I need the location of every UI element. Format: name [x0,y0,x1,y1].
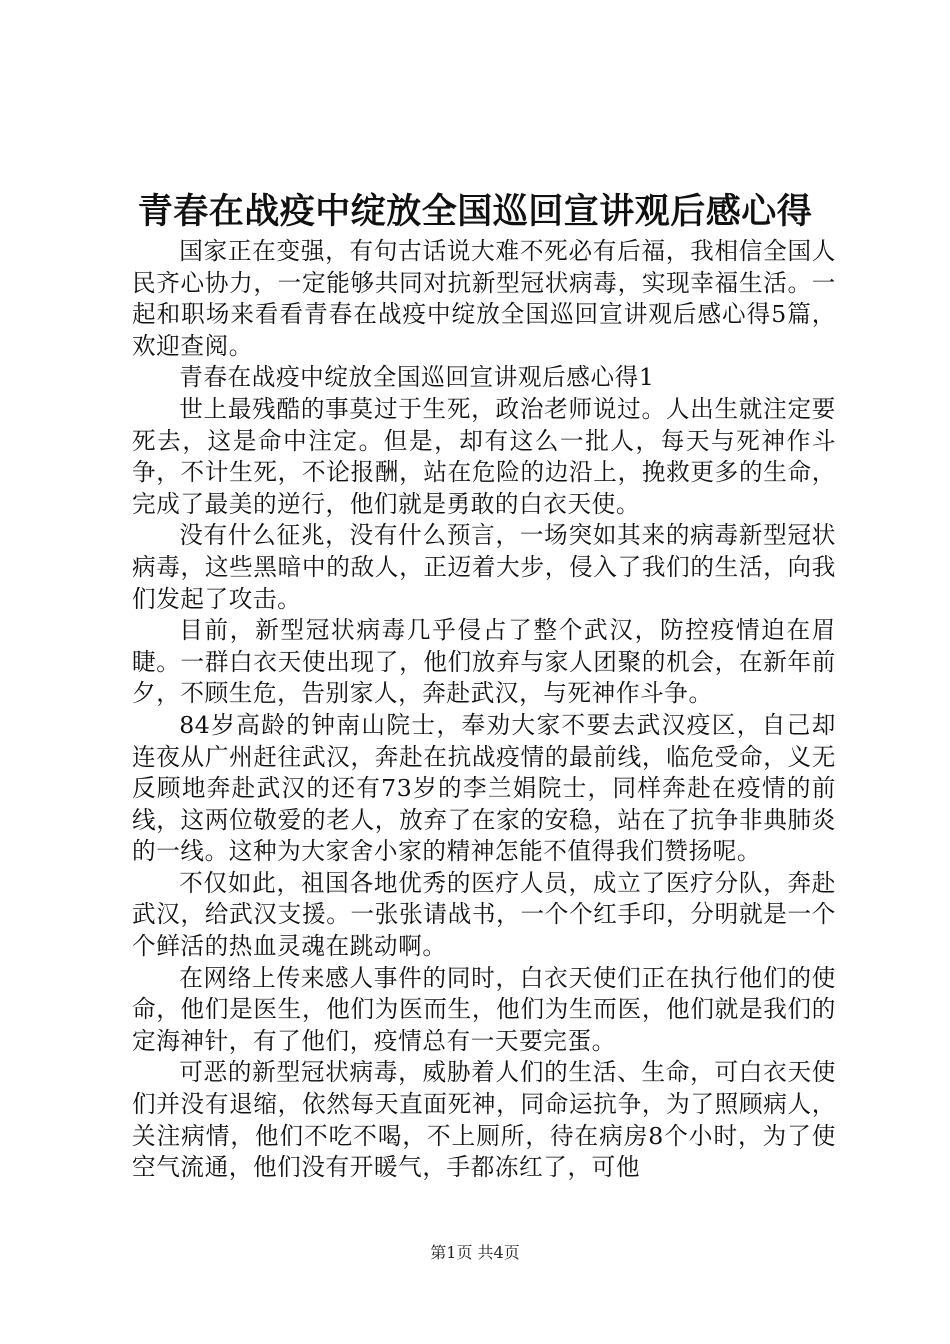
document-title: 青春在战疫中绽放全国巡回宣讲观后感心得 [137,191,813,232]
paragraph: 世上最残酷的事莫过于生死，政治老师说过。人出生就注定要死去，这是命中注定。但是，却有这么一批人，每天与死神作斗争，不计生死，不论报酬，站在危险的边沿上，挽救更多的生命，完成了最美的逆行，他们就是勇敢的白衣天使。 [132,394,836,518]
document-body [132,236,836,1184]
paragraph: 没有什么征兆，没有什么预言，一场突如其来的病毒新型冠状病毒，这些黑暗中的敌人，正迈着大步，侵入了我们的生活，向我们发起了攻击。 [132,521,836,613]
page-footer: 第1页 共4页 [430,1243,520,1262]
paragraph: 84岁高龄的钟南山院士，奉劝大家不要去武汉疫区，自己却连夜从广州赶往武汉，奔赴在抗战疫情的最前线，临危受命，义无反顾地奔赴武汉的还有73岁的李兰娟院士，同样奔赴在疫情的前线，这两位敬爱的老人，放弃了在家的安稳，站在了抗争非典肺炎的一线。这种为大家舍小家的精神怎能不值得我们赞扬呢。 [132,710,836,866]
paragraph: 目前，新型冠状病毒几乎侵占了整个武汉，防控疫情迫在眉睫。一群白衣天使出现了，他们放弃与家人团聚的机会，在新年前夕，不顾生危，告别家人，奔赴武汉，与死神作斗争。 [132,616,836,708]
paragraph: 可恶的新型冠状病毒，威胁着人们的生活、生命，可白衣天使们并没有退缩，依然每天直面死神，同命运抗争，为了照顾病人，关注病情，他们不吃不喝，不上厕所，待在病房8个小时，为了使空气流通，他们没有开暖气，手都冻红了，可他 [132,1058,836,1182]
paragraph: 在网络上传来感人事件的同时，白衣天使们正在执行他们的使命，他们是医生，他们为医而生，他们为生而医，他们就是我们的定海神针，有了他们，疫情总有一天要完蛋。 [132,963,836,1055]
paragraph-intro: 国家正在变强，有句古话说大难不死必有后福，我相信全国人民齐心协力，一定能够共同对抗新型冠状病毒，实现幸福生活。一起和职场来看看青春在战疫中绽放全国巡回宣讲观后感心得5篇，欢迎查阅。 [132,237,836,360]
section-heading: 青春在战疫中绽放全国巡回宣讲观后感心得1 [179,363,655,392]
paragraph: 不仅如此，祖国各地优秀的医疗人员，成立了医疗分队，奔赴武汉，给武汉支援。一张张请战书，一个个红手印，分明就是一个个鲜活的热血灵魂在跳动啊。 [132,868,836,961]
